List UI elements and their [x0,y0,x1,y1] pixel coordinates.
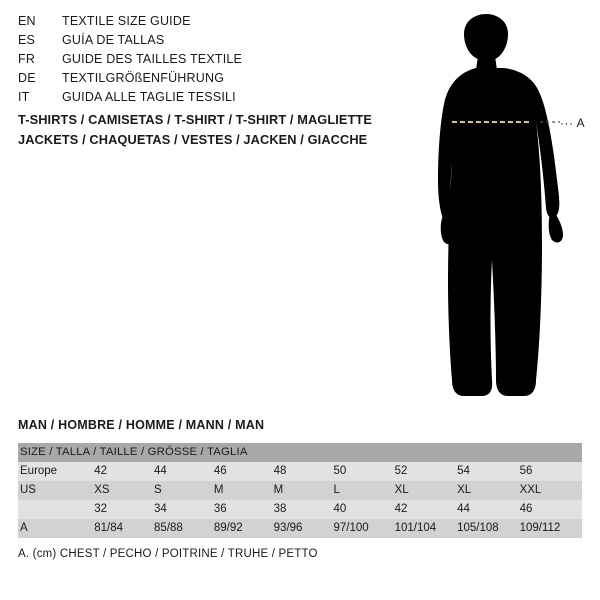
language-text: TEXTILGRÖßENFÜHRUNG [62,71,225,85]
cell-value: XL [395,481,457,500]
cell-value: 105/108 [457,519,519,538]
row-label [18,500,94,519]
male-silhouette-icon [400,12,600,402]
cell-value: 46 [520,500,582,519]
cell-value: 109/112 [520,519,582,538]
language-row [18,33,398,52]
cell-value: 81/84 [94,519,154,538]
cell-value: 42 [94,462,154,481]
cell-value: 56 [520,462,582,481]
cell-value: 93/96 [274,519,334,538]
table-row [18,481,582,500]
cell-value: 50 [333,462,394,481]
cell-value: 101/104 [395,519,457,538]
table-header-label: SIZE / TALLA / TAILLE / GRÖSSE / TAGLIA [18,443,582,462]
cell-value: 44 [457,500,519,519]
cell-value: 48 [274,462,334,481]
category-headings [18,110,438,150]
table-row [18,462,582,481]
language-code: EN [18,14,36,28]
language-guide-block [18,14,398,109]
language-text: GUIDE DES TAILLES TEXTILE [62,52,243,66]
row-label: A [18,519,94,538]
language-row [18,90,398,109]
cell-value: L [333,481,394,500]
cell-value: 42 [395,500,457,519]
row-label: Europe [18,462,94,481]
cell-value: S [154,481,214,500]
cell-value: 54 [457,462,519,481]
figure-illustration [400,12,600,402]
cell-value: M [214,481,274,500]
cell-value: 46 [214,462,274,481]
category-jackets: JACKETS / CHAQUETAS / VESTES / JACKEN / GIACCHE [18,132,368,147]
language-code: IT [18,90,30,104]
language-code: DE [18,71,36,85]
cell-value: XXL [520,481,582,500]
cell-value: 34 [154,500,214,519]
cell-value: 97/100 [333,519,394,538]
table-row [18,519,582,538]
language-text: GUÍA DE TALLAS [62,33,165,47]
cell-value: 44 [154,462,214,481]
cell-value: 89/92 [214,519,274,538]
table-header-row [18,443,582,462]
cell-value: XL [457,481,519,500]
cell-value: 36 [214,500,274,519]
table-row [18,500,582,519]
size-table [18,443,582,538]
cell-value: XS [94,481,154,500]
language-code: ES [18,33,36,47]
footnote: A. (cm) CHEST / PECHO / POITRINE / TRUHE / PETTO [18,548,318,560]
cell-value: M [274,481,334,500]
cell-value: 85/88 [154,519,214,538]
cell-value: 52 [395,462,457,481]
language-text: GUIDA ALLE TAGLIE TESSILI [62,90,236,104]
cell-value: 38 [274,500,334,519]
language-row [18,52,398,71]
category-tshirts: T-SHIRTS / CAMISETAS / T-SHIRT / T-SHIRT / MAGLIETTE [18,112,373,127]
table-title: MAN / HOMBRE / HOMME / MANN / MAN [18,418,265,432]
language-text: TEXTILE SIZE GUIDE [62,14,191,28]
language-row [18,14,398,33]
chest-measure-label: ··· A [560,116,586,130]
language-row [18,71,398,90]
language-code: FR [18,52,36,66]
row-label: US [18,481,94,500]
cell-value: 40 [333,500,394,519]
cell-value: 32 [94,500,154,519]
